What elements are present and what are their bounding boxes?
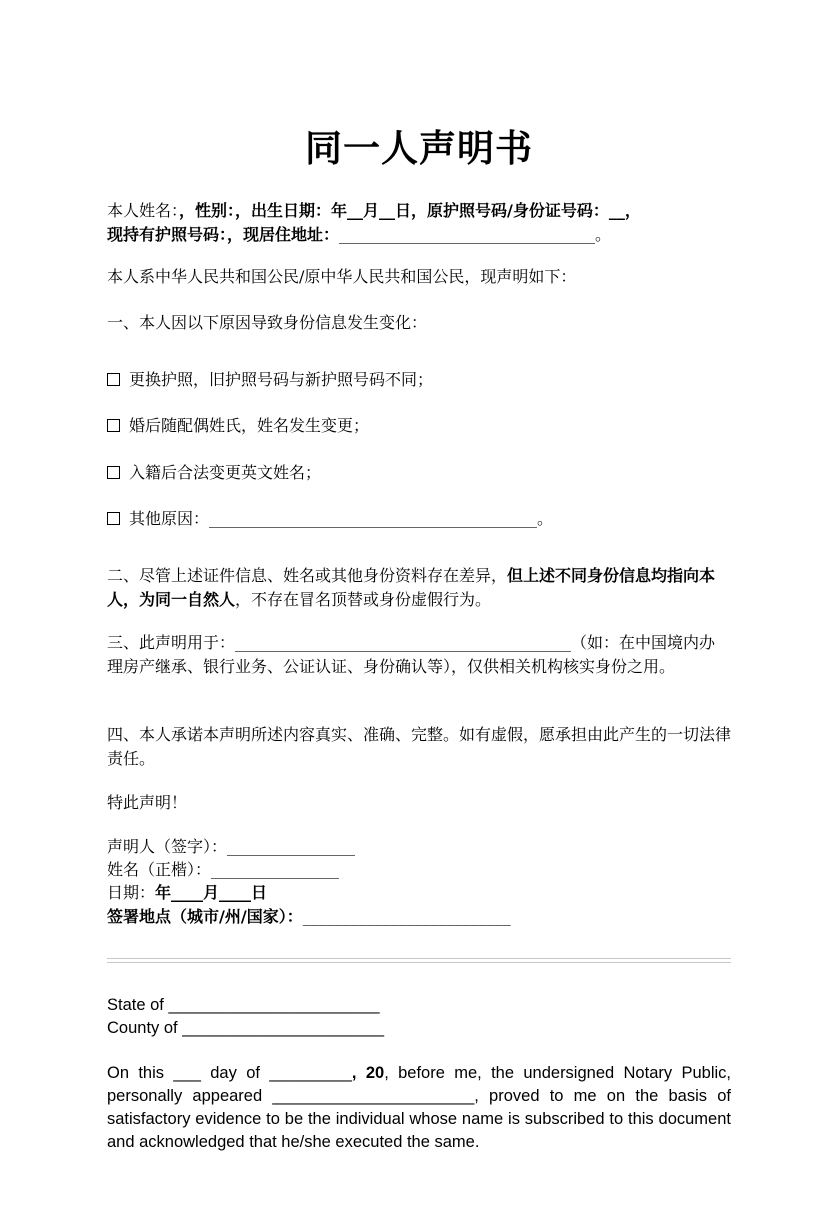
day-blank: ___ — [173, 1064, 201, 1082]
closing-text: 特此声明！ — [107, 793, 188, 812]
option-label: 入籍后合法变更英文姓名； — [129, 463, 322, 482]
notary-acknowledgment-paragraph — [107, 1062, 731, 1154]
passport-address-fields: 现持有护照号码：，现居住地址： — [107, 225, 340, 244]
other-reason-blank: _________________________________________ — [209, 509, 538, 528]
option-married-surname — [107, 414, 731, 438]
ack-end: , proved to me on the basis of satisfactory evidence to be the individual whose name is subscribed to this document and acknowledged that he/she executed the same. — [107, 1087, 731, 1151]
option-label: 婚后随配偶姓氏，姓名发生变更； — [129, 416, 370, 435]
ack-start: On this — [107, 1064, 165, 1082]
checkbox-passport-change[interactable] — [107, 373, 120, 386]
section1-heading: 一、本人因以下原因导致身份信息发生变化： — [107, 313, 428, 332]
declarant-label: 声明人（签字）： — [107, 837, 228, 856]
option-other-reason — [107, 507, 731, 531]
county-label: County of — [107, 1019, 178, 1037]
section2-paragraph — [107, 564, 731, 612]
section3-start: 三、此声明用于： — [107, 633, 236, 652]
date-fields: 年____月____日 — [155, 883, 268, 902]
county-blank: ______________________ — [182, 1019, 385, 1037]
document-title: 同一人声明书 — [305, 126, 533, 170]
section2-bold: 但上述不同身份信息均指向本人，为同一自然人 — [107, 566, 716, 609]
declarant-blank: ________________ — [227, 837, 356, 856]
state-line — [107, 994, 731, 1017]
name-label: 本人姓名： — [107, 201, 180, 220]
section2-start: 二、尽管上述证件信息、姓名或其他身份资料存在差异， — [107, 566, 508, 585]
ack-year: , 20 — [351, 1064, 385, 1082]
option-label: 更换护照，旧护照号码与新护照号码不同； — [129, 370, 434, 389]
intro-paragraph — [107, 199, 731, 247]
printed-name-line — [107, 858, 731, 882]
ack-middle: , before me, the undersigned Notary Public, personally appeared — [107, 1064, 731, 1105]
county-line — [107, 1017, 731, 1040]
date-line — [107, 881, 731, 905]
address-blank: ________________________________ — [339, 225, 596, 244]
section4-paragraph: 四、本人承诺本声明所述内容真实、准确、完整。如有虚假，愿承担由此产生的一切法律责任。 — [107, 725, 732, 768]
signing-place-line — [107, 905, 731, 929]
section-divider — [107, 958, 731, 963]
section2-end: ，不存在冒名顶替或身份虚假行为。 — [235, 590, 492, 609]
appeared-name-blank: ______________________ — [272, 1087, 475, 1105]
purpose-blank: __________________________________________ — [235, 633, 572, 652]
other-reason-end: 。 — [537, 509, 554, 528]
declarant-signature-line — [107, 835, 731, 859]
printed-name-label: 姓名（正楷）： — [107, 860, 212, 879]
section3-end: （如：在中国境内办理房产继承、银行业务、公证认证、身份确认等），仅供相关机构核实身份之用。 — [107, 633, 716, 676]
ack-day-of: day of — [210, 1064, 260, 1082]
checkbox-naturalization-name[interactable] — [107, 466, 120, 479]
printed-name-blank: ________________ — [211, 860, 340, 879]
other-reason-label: 其他原因： — [129, 509, 210, 528]
option-passport-change — [107, 368, 731, 392]
statement-paragraph: 本人系中华人民共和国公民/原中华人民共和国公民，现声明如下： — [107, 267, 577, 286]
intro-end: 。 — [595, 225, 612, 244]
signing-place-blank: __________________________ — [302, 907, 511, 926]
option-naturalization-name — [107, 461, 731, 485]
month-blank: _________ — [269, 1064, 352, 1082]
state-label: State of — [107, 996, 164, 1014]
checkbox-other-reason[interactable] — [107, 512, 120, 525]
state-blank: _______________________ — [168, 996, 380, 1014]
section3-paragraph — [107, 631, 731, 679]
personal-info-fields: ，性别：，出生日期：年__月__日，原护照号码/身份证号码：__， — [179, 201, 641, 220]
signing-place-label: 签署地点（城市/州/国家）： — [107, 907, 303, 926]
date-label: 日期： — [107, 883, 156, 902]
checkbox-married-surname[interactable] — [107, 419, 120, 432]
